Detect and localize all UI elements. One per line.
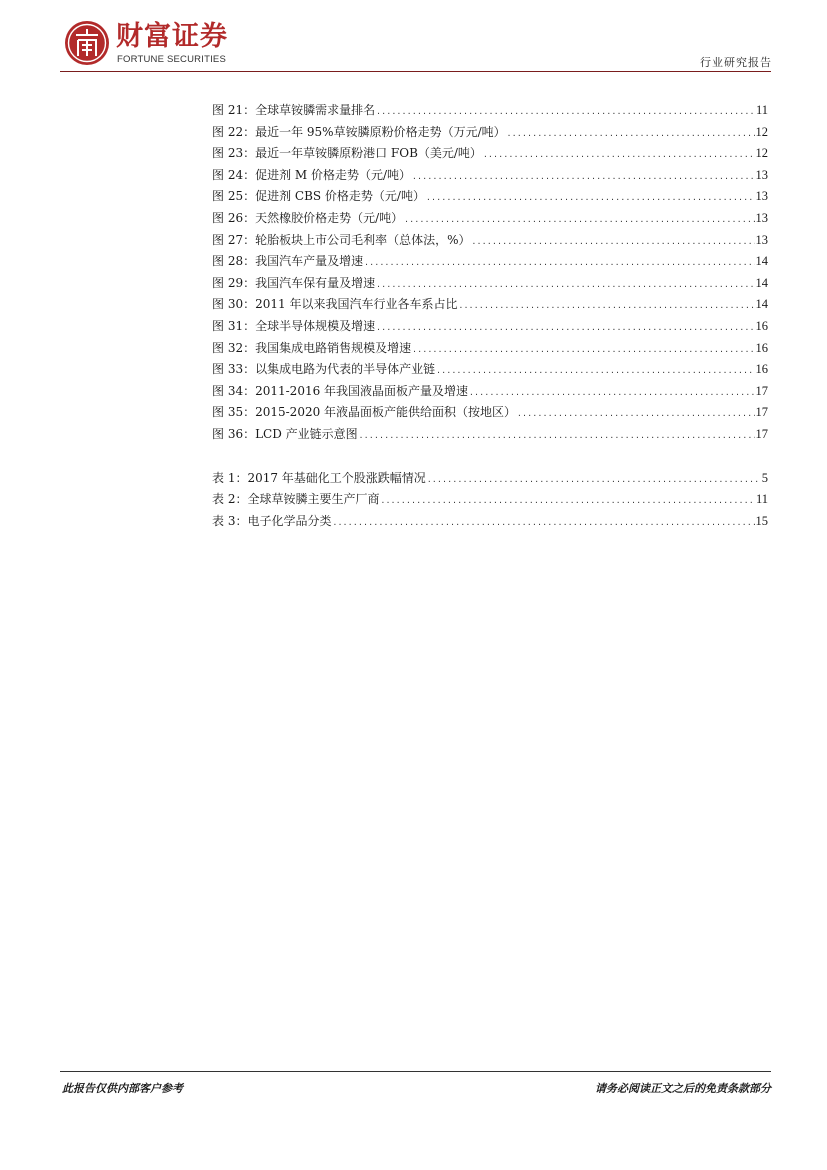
dot-leader (376, 274, 754, 296)
entry-title: 图 22：最近一年 95%草铵膦原粉价格走势（万元/吨） (212, 124, 506, 139)
figure-index-entry[interactable] (212, 294, 768, 316)
dot-leader (364, 252, 754, 274)
entry-title: 图 30：2011 年以来我国汽车行业各车系占比 (212, 297, 458, 312)
dot-leader (469, 382, 754, 404)
entry-title: 图 32：我国集成电路销售规模及增速 (212, 340, 412, 355)
page-number: 12 (755, 146, 768, 161)
dot-leader (426, 187, 755, 209)
page-number: 13 (755, 167, 768, 182)
entry-title: 表 2：全球草铵膦主要生产厂商 (212, 492, 380, 507)
logo-english-name: FORTUNE SECURITIES (117, 54, 226, 65)
entry-title: 表 1：2017 年基础化工个股涨跌幅情况 (212, 470, 426, 485)
table-index-entry[interactable] (212, 511, 768, 533)
figure-index-entry[interactable] (212, 230, 768, 252)
figure-index-entry[interactable] (212, 273, 768, 295)
dot-leader (332, 512, 754, 534)
footer-disclaimer-right: 请务必阅读正文之后的免责条款部分 (595, 1082, 771, 1095)
figure-index-entry[interactable] (212, 122, 768, 144)
dot-leader (507, 123, 755, 145)
page-number: 15 (755, 513, 768, 528)
page-number: 12 (755, 124, 768, 139)
entry-title: 图 23：最近一年草铵膦原粉港口 FOB（美元/吨） (212, 146, 482, 161)
page-number: 16 (755, 362, 768, 377)
entry-title: 图 25：促进剂 CBS 价格走势（元/吨） (212, 189, 425, 204)
entry-title: 图 28：我国汽车产量及增速 (212, 254, 364, 269)
page-number: 17 (755, 383, 768, 398)
page-number: 14 (755, 275, 768, 290)
dot-leader (483, 144, 755, 166)
figure-index-entry[interactable] (212, 424, 768, 446)
entry-title: 图 24：促进剂 M 价格走势（元/吨） (212, 167, 412, 182)
dot-leader (436, 360, 754, 382)
page-number: 5 (761, 470, 768, 485)
dot-leader (380, 490, 755, 512)
figure-index-entry[interactable] (212, 251, 768, 273)
entry-title: 图 29：我国汽车保有量及增速 (212, 275, 376, 290)
figure-table-index (212, 100, 768, 532)
figure-index-entry[interactable] (212, 316, 768, 338)
dot-leader (412, 339, 754, 361)
page-number: 16 (755, 340, 768, 355)
figure-index-entry[interactable] (212, 381, 768, 403)
page-number: 11 (755, 103, 768, 117)
dot-leader (412, 166, 754, 188)
dot-leader (376, 317, 754, 339)
entry-title: 图 36：LCD 产业链示意图 (212, 426, 358, 441)
entry-title: 图 31：全球半导体规模及增速 (212, 318, 376, 333)
entry-title: 图 35：2015-2020 年液晶面板产能供给面积（按地区） (212, 405, 517, 420)
table-index-entry[interactable] (212, 468, 768, 490)
page-number: 14 (755, 254, 768, 269)
dot-leader (517, 403, 754, 425)
page-number: 14 (755, 297, 768, 312)
dot-leader (404, 209, 754, 231)
entry-title: 图 33：以集成电路为代表的半导体产业链 (212, 362, 436, 377)
figure-index-entry[interactable] (212, 208, 768, 230)
entry-title: 图 34：2011-2016 年我国液晶面板产量及增速 (212, 383, 469, 398)
figure-list (212, 100, 768, 446)
figure-index-entry[interactable] (212, 402, 768, 424)
figure-index-entry[interactable] (212, 100, 768, 122)
page-number: 16 (755, 318, 768, 333)
footer-disclaimer-left: 此报告仅供内部客户参考 (62, 1082, 183, 1095)
entry-title: 图 26：天然橡胶价格走势（元/吨） (212, 210, 404, 225)
table-index-entry[interactable] (212, 489, 768, 511)
page-number: 13 (755, 210, 768, 225)
figure-index-entry[interactable] (212, 338, 768, 360)
table-list (212, 468, 768, 533)
entry-title: 图 21：全球草铵膦需求量排名 (212, 103, 376, 117)
page-number: 11 (755, 492, 768, 507)
dot-leader (458, 295, 754, 317)
page-number: 13 (755, 232, 768, 247)
figure-index-entry[interactable] (212, 186, 768, 208)
dot-leader (472, 231, 755, 253)
dot-leader (359, 425, 755, 447)
footer-divider (60, 1071, 771, 1072)
page-number: 17 (755, 405, 768, 420)
page-number: 17 (755, 426, 768, 441)
figure-index-entry[interactable] (212, 165, 768, 187)
page-number: 13 (755, 189, 768, 204)
dot-leader (427, 469, 761, 491)
report-type-label: 行业研究报告 (700, 56, 772, 69)
dot-leader (376, 101, 755, 123)
figure-index-entry[interactable] (212, 143, 768, 165)
fortune-securities-logo-icon (64, 20, 110, 66)
entry-title: 图 27：轮胎板块上市公司毛利率（总体法，%） (212, 232, 471, 247)
page-header (64, 18, 772, 74)
section-gap (212, 446, 768, 468)
header-divider (60, 71, 771, 72)
figure-index-entry[interactable] (212, 359, 768, 381)
logo-chinese-name: 财富证券 (116, 21, 228, 52)
entry-title: 表 3：电子化学品分类 (212, 513, 332, 528)
